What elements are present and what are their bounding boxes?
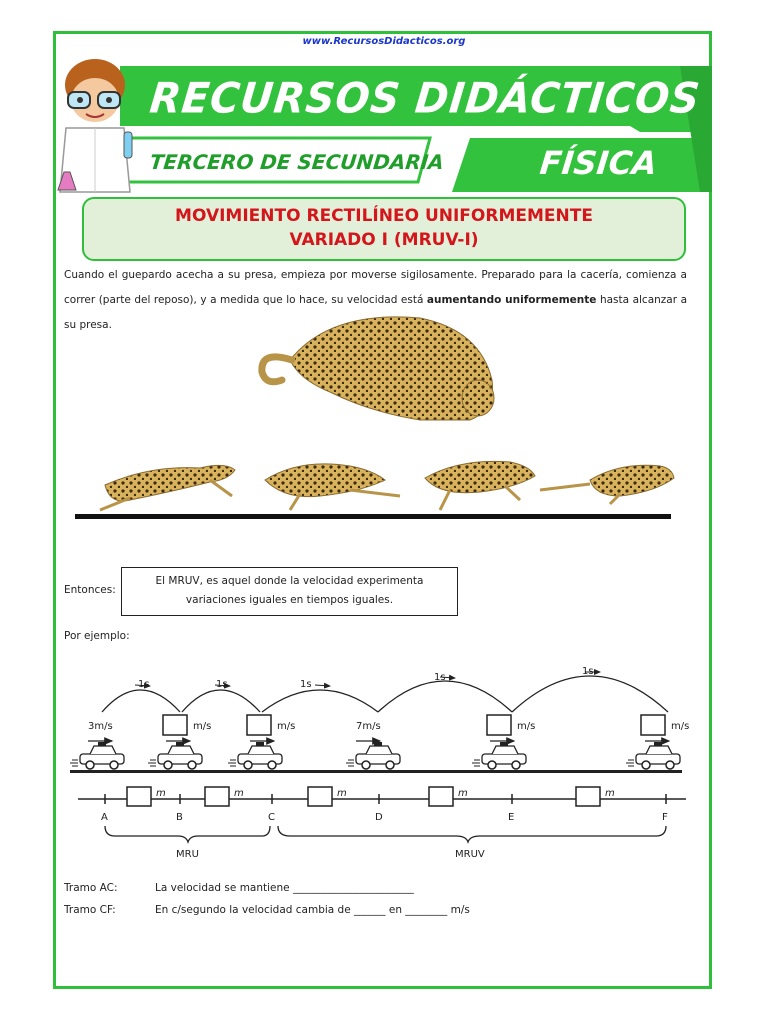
car-icon xyxy=(70,742,124,769)
velocity-label: m/s xyxy=(517,721,536,732)
velocity-label: m/s xyxy=(193,721,212,732)
distance-unit: m xyxy=(605,788,615,799)
distance-unit: m xyxy=(234,788,244,799)
distance-unit: m xyxy=(156,788,166,799)
question-label: Tramo CF: xyxy=(64,904,116,916)
distance-unit: m xyxy=(458,788,468,799)
distance-blank-box xyxy=(205,787,229,806)
grade-label: TERCERO DE SECUNDARIA xyxy=(148,150,446,174)
time-arc xyxy=(378,681,512,712)
car-icon xyxy=(228,742,282,769)
time-label: 1s xyxy=(300,679,312,690)
car-icon xyxy=(148,742,202,769)
brace-label-mru: MRU xyxy=(176,849,199,860)
topic-title-line1: MOVIMIENTO RECTILÍNEO UNIFORMEMENTE xyxy=(175,206,593,226)
velocity-blank-box xyxy=(247,715,271,735)
point-label: E xyxy=(508,812,515,823)
example-label: Por ejemplo: xyxy=(64,630,130,642)
point-label: D xyxy=(375,812,383,823)
time-label: 1s xyxy=(138,679,150,690)
question-text: En c/segundo la velocidad cambia de ______ en ________ m/s xyxy=(155,904,470,916)
point-label: F xyxy=(662,812,668,823)
car-icon xyxy=(626,742,680,769)
point-label: A xyxy=(101,812,108,823)
intro-text-1: Cuando el guepardo acecha a su presa, empieza por moverse sigilosamente. Preparado para la cacería, comienza a correr (parte del reposo), y a medida que lo hace, su velocidad está xyxy=(64,269,687,306)
velocity-label: 3m/s xyxy=(88,721,113,732)
distance-blank-box xyxy=(576,787,600,806)
time-arc xyxy=(182,690,260,712)
brace-label-mruv: MRUV xyxy=(455,849,485,860)
time-arc xyxy=(512,676,668,712)
velocity-blank-box xyxy=(487,715,511,735)
velocity-blank-box xyxy=(163,715,187,735)
site-url[interactable]: www.RecursosDidacticos.org xyxy=(302,36,466,47)
time-label: 1s xyxy=(216,679,228,690)
question-text: La velocidad se mantiene _______________________ xyxy=(155,882,414,894)
car-icon xyxy=(472,742,526,769)
point-label: B xyxy=(176,812,183,823)
distance-unit: m xyxy=(337,788,347,799)
brace-mru xyxy=(105,826,270,842)
car-icon xyxy=(346,742,400,769)
time-arc xyxy=(262,690,378,712)
time-label: 1s xyxy=(434,672,446,683)
definition-line2: variaciones iguales en tiempos iguales. xyxy=(185,594,394,606)
time-label: 1s xyxy=(582,666,594,677)
site-title: RECURSOS DIDÁCTICOS xyxy=(147,74,703,124)
distance-blank-box xyxy=(308,787,332,806)
velocity-label: 7m/s xyxy=(356,721,381,732)
velocity-label: m/s xyxy=(671,721,690,732)
time-arc xyxy=(102,690,180,712)
topic-title-line2: VARIADO I (MRUV-I) xyxy=(289,230,479,250)
distance-blank-box xyxy=(127,787,151,806)
intro-text-2: hasta alcanzar a su presa. xyxy=(64,294,687,331)
definition-line1: El MRUV, es aquel donde la velocidad experimenta xyxy=(155,575,424,587)
point-label: C xyxy=(268,812,275,823)
definition-label: Entonces: xyxy=(64,584,116,596)
subject-label: FÍSICA xyxy=(538,144,659,182)
intro-bold-text: aumentando uniformemente xyxy=(426,294,597,306)
question-label: Tramo AC: xyxy=(64,882,118,894)
velocity-blank-box xyxy=(641,715,665,735)
velocity-label: m/s xyxy=(277,721,296,732)
distance-blank-box xyxy=(429,787,453,806)
road-line xyxy=(70,770,682,773)
brace-mruv xyxy=(278,826,666,842)
